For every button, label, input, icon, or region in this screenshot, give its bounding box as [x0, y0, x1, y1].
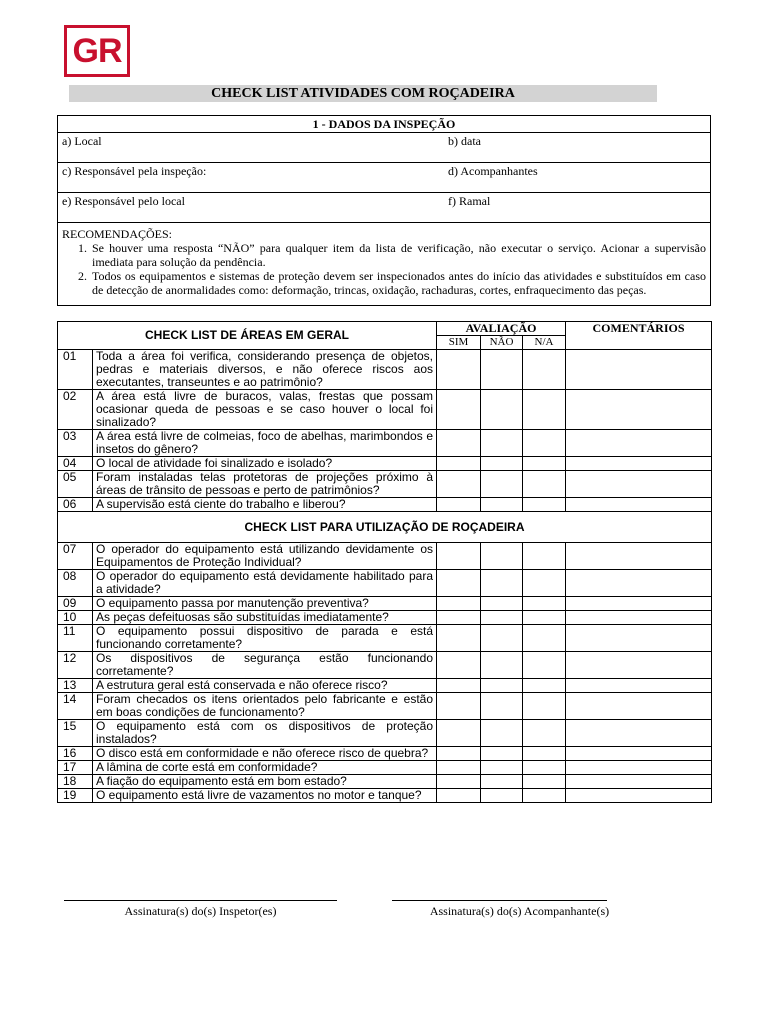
item-number: 11	[58, 625, 93, 652]
item-question: A estrutura geral está conservada e não oferece risco?	[93, 679, 437, 693]
item-number: 15	[58, 720, 93, 747]
item-number: 03	[58, 430, 93, 457]
comment-cell[interactable]	[566, 350, 712, 390]
checklist-row	[58, 625, 712, 652]
answer-na-cell[interactable]	[523, 747, 566, 761]
comment-cell[interactable]	[566, 679, 712, 693]
comment-cell[interactable]	[566, 775, 712, 789]
answer-na-cell[interactable]	[523, 625, 566, 652]
checklist-row	[58, 457, 712, 471]
answer-nao-cell[interactable]	[481, 720, 523, 747]
item-number: 04	[58, 457, 93, 471]
comment-cell[interactable]	[566, 761, 712, 775]
answer-na-cell[interactable]	[523, 611, 566, 625]
answer-sim-cell[interactable]	[437, 597, 481, 611]
checklist-row	[58, 747, 712, 761]
item-number: 05	[58, 471, 93, 498]
field-companions[interactable]: d) Acompanhantes	[448, 164, 538, 178]
item-number: 14	[58, 693, 93, 720]
item-question: O equipamento possui dispositivo de parada e está funcionando corretamente?	[93, 625, 437, 652]
answer-sim-cell[interactable]	[437, 611, 481, 625]
item-question: Os dispositivos de segurança estão funcionando corretamente?	[93, 652, 437, 679]
answer-nao-cell[interactable]	[481, 543, 523, 570]
answer-nao-cell[interactable]	[481, 789, 523, 803]
item-question: A lâmina de corte está em conformidade?	[93, 761, 437, 775]
answer-nao-cell[interactable]	[481, 652, 523, 679]
checklist-row	[58, 789, 712, 803]
item-question: O disco está em conformidade e não oferece risco de quebra?	[93, 747, 437, 761]
checklist-row	[58, 350, 712, 390]
item-number: 02	[58, 390, 93, 430]
evaluation-header: AVALIAÇÃO	[437, 322, 566, 336]
item-number: 01	[58, 350, 93, 390]
answer-sim-cell[interactable]	[437, 747, 481, 761]
field-local[interactable]: a) Local	[62, 134, 102, 148]
item-number: 17	[58, 761, 93, 775]
item-question: O equipamento passa por manutenção preventiva?	[93, 597, 437, 611]
inspector-signature-line[interactable]	[64, 900, 337, 901]
checklist-row	[58, 570, 712, 597]
answer-sim-cell[interactable]	[437, 543, 481, 570]
field-extension[interactable]: f) Ramal	[448, 194, 491, 208]
answer-na-cell[interactable]	[523, 693, 566, 720]
comment-cell[interactable]	[566, 611, 712, 625]
answer-na-cell[interactable]	[523, 498, 566, 512]
answer-na-cell[interactable]	[523, 430, 566, 457]
checklist-row	[58, 611, 712, 625]
answer-nao-cell[interactable]	[481, 457, 523, 471]
item-number: 09	[58, 597, 93, 611]
item-question: O local de atividade foi sinalizado e isolado?	[93, 457, 437, 471]
comment-cell[interactable]	[566, 693, 712, 720]
company-logo	[64, 25, 130, 77]
item-question: O equipamento está com os dispositivos de proteção instalados?	[93, 720, 437, 747]
option-nao: NÃO	[481, 336, 523, 350]
checklist-row	[58, 720, 712, 747]
recommendation-item: 2. Todos os equipamentos e sistemas de proteção devem ser inspecionados antes do início das atividades e substituídos em caso de detecção de anormalidades como: deformação, trincas, oxidação, rachaduras, cortes, enfraquecimento das peças.	[90, 269, 706, 297]
option-sim: SIM	[437, 336, 481, 350]
checklist-row	[58, 498, 712, 512]
comment-cell[interactable]	[566, 498, 712, 512]
answer-na-cell[interactable]	[523, 679, 566, 693]
comment-cell[interactable]	[566, 543, 712, 570]
answer-na-cell[interactable]	[523, 597, 566, 611]
inspection-row-3	[58, 193, 710, 223]
answer-sim-cell[interactable]	[437, 761, 481, 775]
field-date[interactable]: b) data	[448, 134, 481, 148]
answer-sim-cell[interactable]	[437, 652, 481, 679]
answer-nao-cell[interactable]	[481, 761, 523, 775]
item-number: 16	[58, 747, 93, 761]
item-question: Foram checados os itens orientados pelo fabricante e estão em boas condições de funcionamento?	[93, 693, 437, 720]
checklist-row	[58, 693, 712, 720]
answer-sim-cell[interactable]	[437, 775, 481, 789]
item-question: Foram instaladas telas protetoras de projeções próximo à áreas de trânsito de pessoas e perto de patrimônios?	[93, 471, 437, 498]
field-inspector[interactable]: c) Responsável pela inspeção:	[62, 164, 207, 178]
item-number: 12	[58, 652, 93, 679]
answer-sim-cell[interactable]	[437, 625, 481, 652]
item-question: O operador do equipamento está utilizando devidamente os Equipamentos de Proteção Individual?	[93, 543, 437, 570]
item-number: 08	[58, 570, 93, 597]
answer-nao-cell[interactable]	[481, 498, 523, 512]
answer-na-cell[interactable]	[523, 652, 566, 679]
checklist-row	[58, 597, 712, 611]
inspection-row-1	[58, 133, 710, 163]
answer-na-cell[interactable]	[523, 789, 566, 803]
comment-cell[interactable]	[566, 390, 712, 430]
answer-na-cell[interactable]	[523, 457, 566, 471]
comment-cell[interactable]	[566, 789, 712, 803]
answer-nao-cell[interactable]	[481, 430, 523, 457]
answer-nao-cell[interactable]	[481, 390, 523, 430]
checklist-table	[57, 321, 712, 803]
document-title: CHECK LIST ATIVIDADES COM ROÇADEIRA	[69, 85, 657, 102]
answer-na-cell[interactable]	[523, 775, 566, 789]
answer-nao-cell[interactable]	[481, 625, 523, 652]
section1-title: CHECK LIST DE ÁREAS EM GERAL	[58, 322, 437, 350]
answer-sim-cell[interactable]	[437, 390, 481, 430]
answer-sim-cell[interactable]	[437, 471, 481, 498]
answer-nao-cell[interactable]	[481, 570, 523, 597]
checklist-row	[58, 775, 712, 789]
section2-title: CHECK LIST PARA UTILIZAÇÃO DE ROÇADEIRA	[58, 512, 712, 543]
option-na: N/A	[523, 336, 566, 350]
companion-signature	[392, 900, 610, 919]
comment-cell[interactable]	[566, 430, 712, 457]
item-question: O operador do equipamento está devidamente habilitado para a atividade?	[93, 570, 437, 597]
answer-sim-cell[interactable]	[437, 720, 481, 747]
item-number: 06	[58, 498, 93, 512]
checklist-row	[58, 430, 712, 457]
answer-nao-cell[interactable]	[481, 775, 523, 789]
item-question: A fiação do equipamento está em bom estado?	[93, 775, 437, 789]
checklist-row	[58, 761, 712, 775]
comment-cell[interactable]	[566, 720, 712, 747]
item-question: Toda a área foi verifica, considerando presença de objetos, pedras e materiais diversos, e não oferece riscos aos executantes, transeuntes e ao patrimônio?	[93, 350, 437, 390]
answer-nao-cell[interactable]	[481, 679, 523, 693]
comment-cell[interactable]	[566, 597, 712, 611]
recommendations	[58, 223, 710, 297]
item-number: 13	[58, 679, 93, 693]
checklist-row	[58, 543, 712, 570]
item-question: A supervisão está ciente do trabalho e liberou?	[93, 498, 437, 512]
checklist-row	[58, 390, 712, 430]
answer-na-cell[interactable]	[523, 761, 566, 775]
item-number: 07	[58, 543, 93, 570]
answer-na-cell[interactable]	[523, 720, 566, 747]
answer-nao-cell[interactable]	[481, 350, 523, 390]
answer-sim-cell[interactable]	[437, 679, 481, 693]
answer-na-cell[interactable]	[523, 390, 566, 430]
answer-sim-cell[interactable]	[437, 789, 481, 803]
logo-text: GR	[72, 32, 122, 70]
inspection-data-box	[57, 115, 711, 306]
recommendations-label: RECOMENDAÇÕES:	[62, 227, 173, 241]
comment-cell[interactable]	[566, 457, 712, 471]
answer-nao-cell[interactable]	[481, 747, 523, 761]
inspection-row-2	[58, 163, 710, 193]
comment-cell[interactable]	[566, 471, 712, 498]
answer-nao-cell[interactable]	[481, 597, 523, 611]
item-question: A área está livre de buracos, valas, frestas que possam ocasionar queda de pessoas e se caso houver o local foi sinalizado?	[93, 390, 437, 430]
answer-sim-cell[interactable]	[437, 350, 481, 390]
comment-cell[interactable]	[566, 570, 712, 597]
inspector-signature	[64, 900, 337, 919]
checklist-row	[58, 679, 712, 693]
item-question: A área está livre de colmeias, foco de abelhas, marimbondos e insetos do gênero?	[93, 430, 437, 457]
checklist-row	[58, 471, 712, 498]
answer-sim-cell[interactable]	[437, 430, 481, 457]
field-site-manager[interactable]: e) Responsável pelo local	[62, 194, 185, 208]
recommendation-item: 1. Se houver uma resposta “NÃO” para qualquer item da lista de verificação, não executar o serviço. Acionar a supervisão imediata para solução da pendência.	[90, 241, 706, 269]
answer-sim-cell[interactable]	[437, 570, 481, 597]
answer-na-cell[interactable]	[523, 350, 566, 390]
inspector-signature-label: Assinatura(s) do(s) Inspetor(es)	[124, 904, 277, 918]
answer-nao-cell[interactable]	[481, 471, 523, 498]
section2-header-row	[58, 512, 712, 543]
answer-nao-cell[interactable]	[481, 611, 523, 625]
checklist-row	[58, 652, 712, 679]
answer-nao-cell[interactable]	[481, 693, 523, 720]
item-number: 10	[58, 611, 93, 625]
answer-sim-cell[interactable]	[437, 498, 481, 512]
comment-cell[interactable]	[566, 652, 712, 679]
answer-sim-cell[interactable]	[437, 457, 481, 471]
item-number: 18	[58, 775, 93, 789]
comment-cell[interactable]	[566, 747, 712, 761]
comment-cell[interactable]	[566, 625, 712, 652]
companion-signature-line[interactable]	[392, 900, 607, 901]
answer-sim-cell[interactable]	[437, 693, 481, 720]
answer-na-cell[interactable]	[523, 471, 566, 498]
item-question: As peças defeituosas são substituídas imediatamente?	[93, 611, 437, 625]
item-question: O equipamento está livre de vazamentos no motor e tanque?	[93, 789, 437, 803]
answer-na-cell[interactable]	[523, 543, 566, 570]
recommendations-list	[62, 241, 706, 297]
companion-signature-label: Assinatura(s) do(s) Acompanhante(s)	[429, 904, 610, 918]
comments-header: COMENTÁRIOS	[566, 322, 712, 350]
answer-na-cell[interactable]	[523, 570, 566, 597]
inspection-header: 1 - DADOS DA INSPEÇÃO	[58, 116, 710, 133]
item-number: 19	[58, 789, 93, 803]
